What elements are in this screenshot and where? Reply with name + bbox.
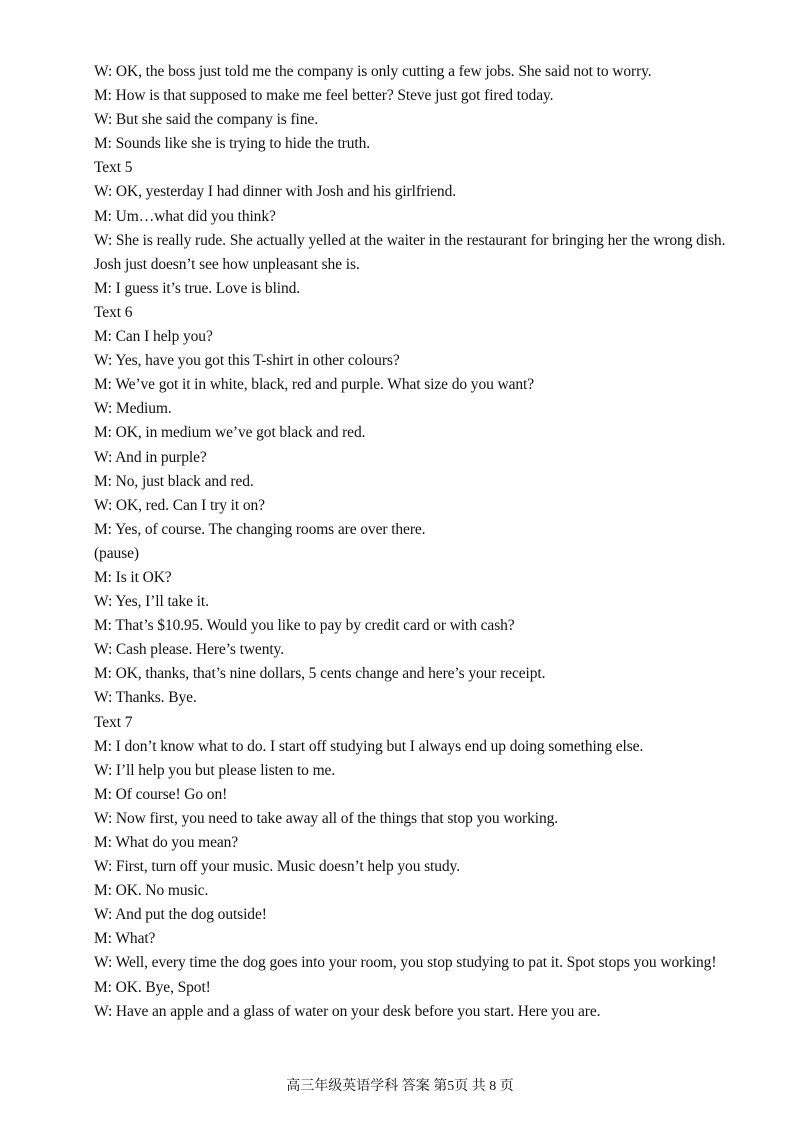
transcript-line: M: Of course! Go on! bbox=[94, 785, 228, 803]
page-footer: 高三年级英语学科 答案 第5页 共 8 页 bbox=[286, 1079, 514, 1094]
transcript-line: W: And put the dog outside! bbox=[94, 906, 267, 924]
transcript-line: W: Yes, have you got this T-shirt in other colours? bbox=[94, 352, 400, 370]
transcript-line: W: She is really rude. She actually yelled at the waiter in the restaurant for bringing her the wrong dish. Josh just doesn’t see how unpleasant she is. bbox=[94, 231, 726, 273]
transcript-line: W: OK, yesterday I had dinner with Josh and his girlfriend. bbox=[94, 183, 456, 201]
transcript-line: M: What? bbox=[94, 930, 156, 948]
stage-direction: (pause) bbox=[94, 544, 139, 562]
transcript-line: M: OK. No music. bbox=[94, 882, 209, 900]
transcript-line: M: OK. Bye, Spot! bbox=[94, 978, 211, 996]
transcript-line: M: I don’t know what to do. I start off studying but I always end up doing something else. bbox=[94, 737, 644, 755]
transcript-line: W: And in purple? bbox=[94, 448, 207, 466]
transcript-line: M: No, just black and red. bbox=[94, 472, 254, 490]
transcript-line: W: I’ll help you but please listen to me. bbox=[94, 761, 336, 779]
transcript-line: W: Now first, you need to take away all of the things that stop you working. bbox=[94, 809, 559, 827]
transcript-line: M: Is it OK? bbox=[94, 568, 172, 586]
section-heading: Text 7 bbox=[94, 713, 133, 731]
transcript-line: M: How is that supposed to make me feel better? Steve just got fired today. bbox=[94, 87, 554, 105]
transcript-line: M: Yes, of course. The changing rooms are over there. bbox=[94, 520, 426, 538]
transcript-body bbox=[94, 60, 754, 1024]
transcript-line: W: Yes, I’ll take it. bbox=[94, 593, 209, 611]
section-heading: Text 6 bbox=[94, 303, 133, 321]
transcript-line: W: Thanks. Bye. bbox=[94, 689, 197, 707]
transcript-line: W: But she said the company is fine. bbox=[94, 111, 318, 129]
transcript-line: M: Um…what did you think? bbox=[94, 207, 276, 225]
transcript-line: M: I guess it’s true. Love is blind. bbox=[94, 279, 301, 297]
transcript-line: W: Have an apple and a glass of water on your desk before you start. Here you are. bbox=[94, 1002, 601, 1020]
transcript-line: W: OK, the boss just told me the company is only cutting a few jobs. She said not to worry. bbox=[94, 63, 652, 80]
transcript-line: M: We’ve got it in white, black, red and purple. What size do you want? bbox=[94, 376, 535, 394]
transcript-line: M: What do you mean? bbox=[94, 834, 239, 851]
transcript-line: M: Sounds like she is trying to hide the truth. bbox=[94, 135, 371, 153]
transcript-line: W: Medium. bbox=[94, 400, 172, 418]
transcript-line: W: OK, red. Can I try it on? bbox=[94, 496, 265, 514]
section-heading: Text 5 bbox=[94, 159, 133, 177]
transcript-line: W: First, turn off your music. Music doesn’t help you study. bbox=[94, 858, 460, 876]
transcript-line: W: Cash please. Here’s twenty. bbox=[94, 641, 284, 659]
transcript-line: M: Can I help you? bbox=[94, 328, 213, 346]
transcript-line: M: OK, thanks, that’s nine dollars, 5 cents change and here’s your receipt. bbox=[94, 665, 546, 683]
transcript-line: M: OK, in medium we’ve got black and red. bbox=[94, 424, 366, 442]
transcript-line: W: Well, every time the dog goes into your room, you stop studying to pat it. Spot stops you working! bbox=[94, 954, 717, 972]
transcript-line: M: That’s $10.95. Would you like to pay by credit card or with cash? bbox=[94, 617, 515, 635]
